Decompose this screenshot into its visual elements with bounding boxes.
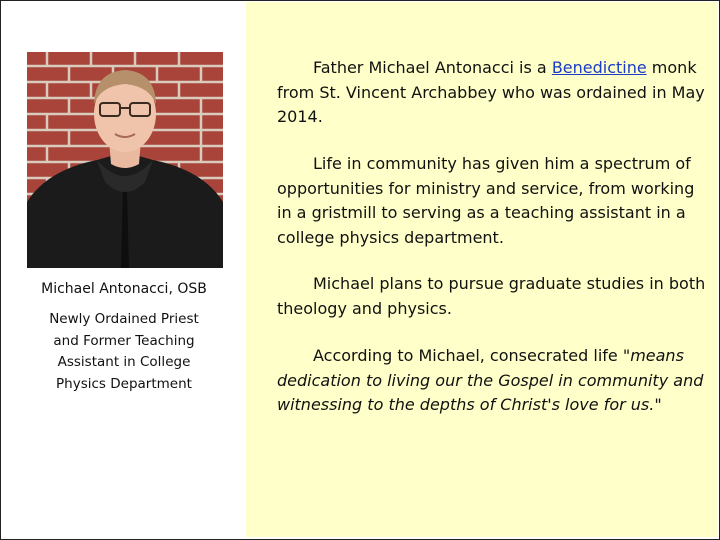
portrait-photo xyxy=(27,52,223,268)
text-run: in both theology and physics. xyxy=(277,274,706,318)
photo-caption-description xyxy=(30,309,218,395)
caption-line: Physics Department xyxy=(56,375,192,392)
keyword-gristmill: gristmill xyxy=(311,203,377,222)
text-run: Life in community has given him a spectrum of opportunities for ministry and service, from working in a xyxy=(277,154,695,222)
benedictine-link[interactable]: Benedictine xyxy=(551,58,647,77)
text-run: in a college physics department. xyxy=(277,203,686,247)
paragraph-intro xyxy=(277,56,707,130)
text-run: is a xyxy=(513,58,552,77)
keyword-love: love xyxy=(565,395,599,414)
text-run: to serving as a xyxy=(376,203,505,222)
caption-line: and Former Teaching xyxy=(53,332,195,349)
text-run: monk from St. Vincent Archabbey who was ordained in May 2014. xyxy=(277,58,705,126)
name-highlight: Father Michael Antonacci xyxy=(313,58,514,77)
photo-caption-name: Michael Antonacci, OSB xyxy=(41,281,207,297)
keyword-teaching-assistant: teaching assistant xyxy=(504,203,652,222)
quote-text: "means dedication to living our the xyxy=(277,346,684,390)
paragraph-quote xyxy=(277,344,707,418)
caption-line: Newly Ordained Priest xyxy=(49,311,199,327)
caption-line: Assistant in College xyxy=(57,354,191,370)
keyword-gospel: Gospel xyxy=(498,370,554,390)
text-run: Michael plans to pursue xyxy=(313,274,509,293)
quote-text: for us." xyxy=(598,395,662,414)
quote-text: in community and witnessing to the depths of Christ's xyxy=(277,370,704,414)
text-run: According to Michael, consecrated life xyxy=(313,346,623,365)
paragraph-plans xyxy=(277,272,707,321)
paragraph-community xyxy=(277,152,707,250)
keyword-graduate-studies: graduate studies xyxy=(508,274,645,293)
